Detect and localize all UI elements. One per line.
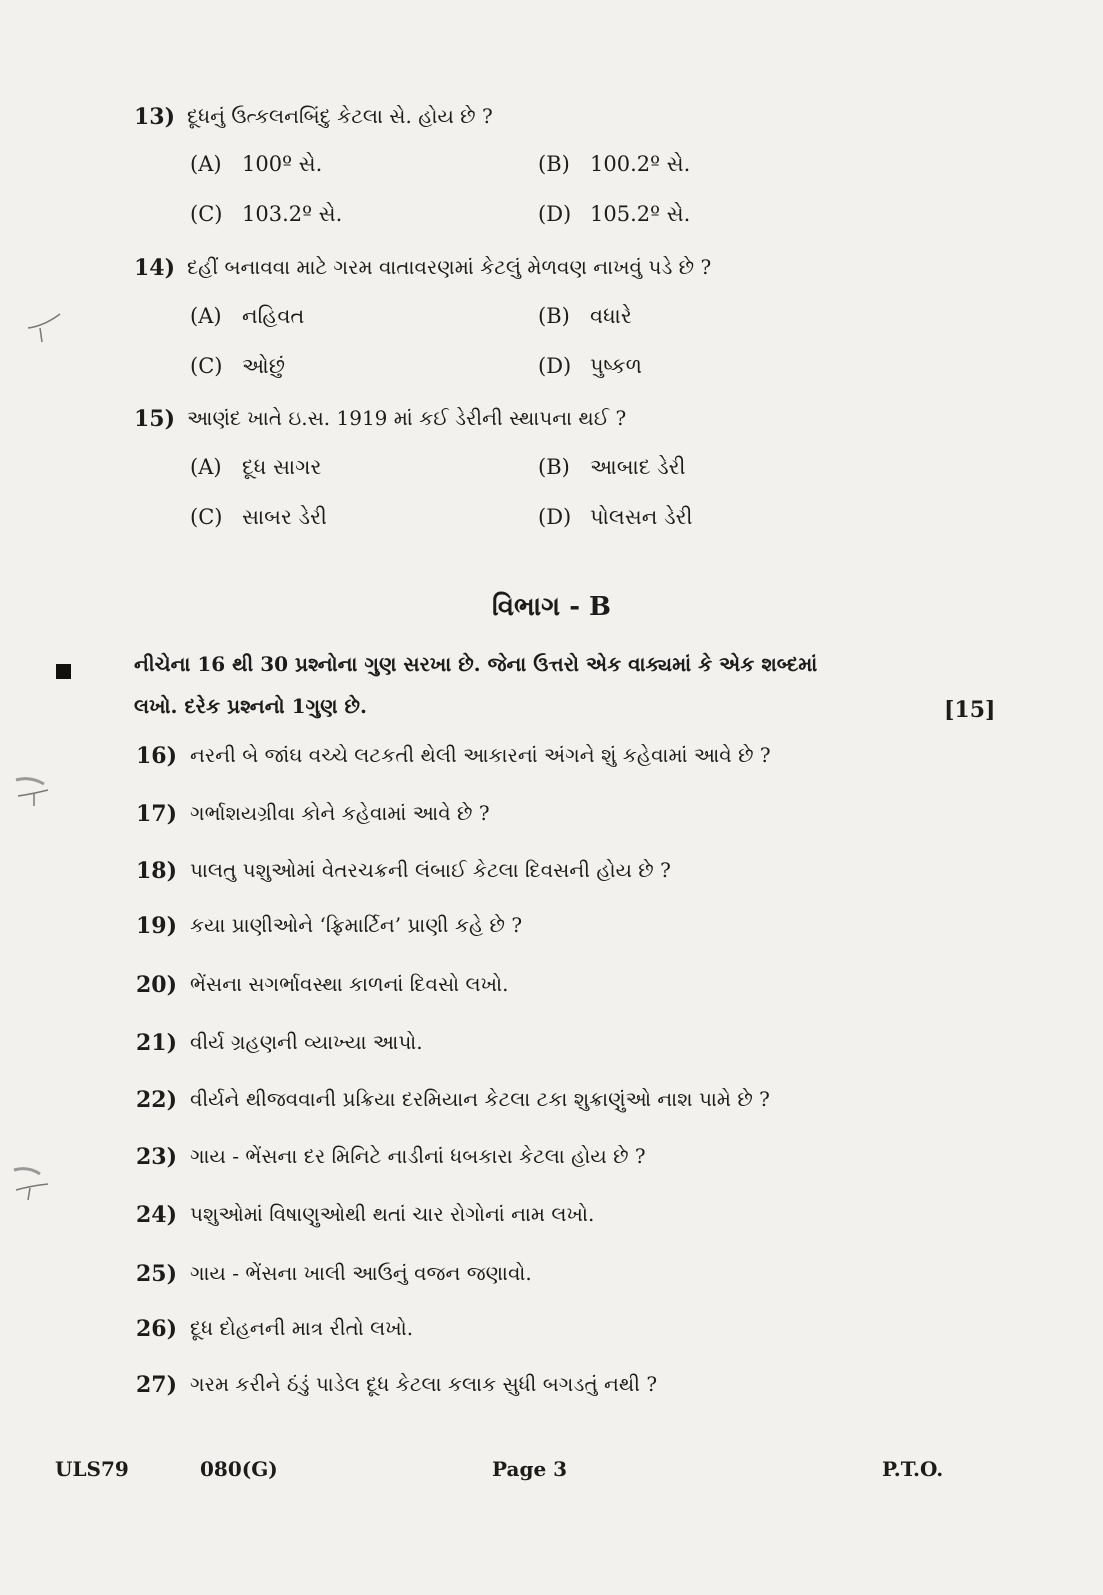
question-number: 23) <box>136 1144 178 1170</box>
question-number: 21) <box>136 1030 178 1056</box>
question-text: દૂધનું ઉત્કલનબિંદુ કેટલા સે. હોય છે ? <box>187 104 493 128</box>
question-number: 27) <box>136 1372 178 1398</box>
option-c: (C) 103.2º સે. <box>190 202 343 226</box>
paper-code: ULS79 <box>55 1457 129 1481</box>
subject-code: 080(G) <box>200 1457 278 1481</box>
question-text: ગર્ભાશયગ્રીવા કોને કહેવામાં આવે છે ? <box>190 801 490 825</box>
option-d: (D) 105.2º સે. <box>538 202 691 226</box>
question-text: ગાય - ભેંસના ખાલી આઉનું વજન જણાવો. <box>190 1261 532 1285</box>
pin-mark-icon <box>24 308 64 348</box>
option-d: (D) પુષ્કળ <box>538 354 642 378</box>
question-text: દૂધ દોહનની માત્ર રીતો લખો. <box>190 1316 414 1340</box>
question-text: ભેંસના સગર્ભાવસ્થા કાળનાં દિવસો લખો. <box>190 972 509 996</box>
question-number: 13) <box>134 104 176 130</box>
pto-label: P.T.O. <box>882 1457 944 1481</box>
question-text: ગરમ કરીને ઠંડું પાડેલ દૂધ કેટલા કલાક સુધી બગડતું નથી ? <box>190 1372 658 1396</box>
question-number: 26) <box>136 1316 178 1342</box>
question-number: 25) <box>136 1261 178 1287</box>
page-number: Page 3 <box>492 1457 568 1481</box>
pin-mark-icon <box>10 1166 50 1206</box>
section-marks: [15] <box>944 697 996 723</box>
option-c: (C) સાબર ડેરી <box>190 505 327 529</box>
question-number: 20) <box>136 972 178 998</box>
question-text: દહીં બનાવવા માટે ગરમ વાતાવરણમાં કેટલું મેળવણ નાખવું પડે છે ? <box>187 255 712 279</box>
option-b: (B) આબાદ ડેરી <box>538 455 686 479</box>
question-number: 16) <box>136 743 178 769</box>
question-text: નરની બે જાંઘ વચ્ચે લટકતી થેલી આકારનાં અંગને શું કહેવામાં આવે છે ? <box>190 743 771 767</box>
question-text: ગાય - ભેંસના દર મિનિટે નાડીનાં ધબકારા કેટલા હોય છે ? <box>190 1144 646 1168</box>
question-text: વીર્યને થીજવવાની પ્રક્રિયા દરમિયાન કેટલા ટકા શુક્રાણુંઓ નાશ પામે છે ? <box>190 1087 770 1111</box>
question-text: પાલતુ પશુઓમાં વેતરચક્રની લંબાઈ કેટલા દિવસની હોય છે ? <box>190 858 671 882</box>
option-d: (D) પોલસન ડેરી <box>538 505 693 529</box>
question-number: 15) <box>134 406 176 432</box>
option-a: (A) નહિવત <box>190 304 305 328</box>
question-text: પશુઓમાં વિષાણુઓથી થતાં ચાર રોગોનાં નામ લખો. <box>190 1202 595 1226</box>
pin-mark-icon <box>12 776 52 816</box>
question-text: આણંદ ખાતે ઇ.સ. 1919 માં કઈ ડેરીની સ્થાપના થઈ ? <box>187 406 627 430</box>
option-b: (B) વધારે <box>538 304 632 328</box>
question-text: વીર્ય ગ્રહણની વ્યાખ્યા આપો. <box>190 1030 423 1054</box>
question-number: 18) <box>136 858 178 884</box>
option-b: (B) 100.2º સે. <box>538 152 691 176</box>
square-bullet-icon <box>56 664 71 679</box>
question-number: 17) <box>136 801 178 827</box>
option-a: (A) દૂધ સાગર <box>190 455 322 479</box>
option-c: (C) ઓછું <box>190 354 285 378</box>
instruction-line-1: નીચેના 16 થી 30 પ્રશ્નોના ગુણ સરખા છે. જેના ઉત્તરો એક વાક્યમાં કે એક શબ્દમાં <box>134 652 818 676</box>
option-a: (A) 100º સે. <box>190 152 323 176</box>
instruction-line-2: લખો. દરેક પ્રશ્નનો 1ગુણ છે. <box>134 694 367 718</box>
question-text: કયા પ્રાણીઓને ‘ફ્રિમાર્ટિન’ પ્રાણી કહે છે ? <box>190 913 523 937</box>
question-number: 14) <box>134 255 176 281</box>
question-number: 24) <box>136 1202 178 1228</box>
section-heading: વિભાગ - B <box>491 592 612 622</box>
question-number: 22) <box>136 1087 178 1113</box>
question-number: 19) <box>136 913 178 939</box>
